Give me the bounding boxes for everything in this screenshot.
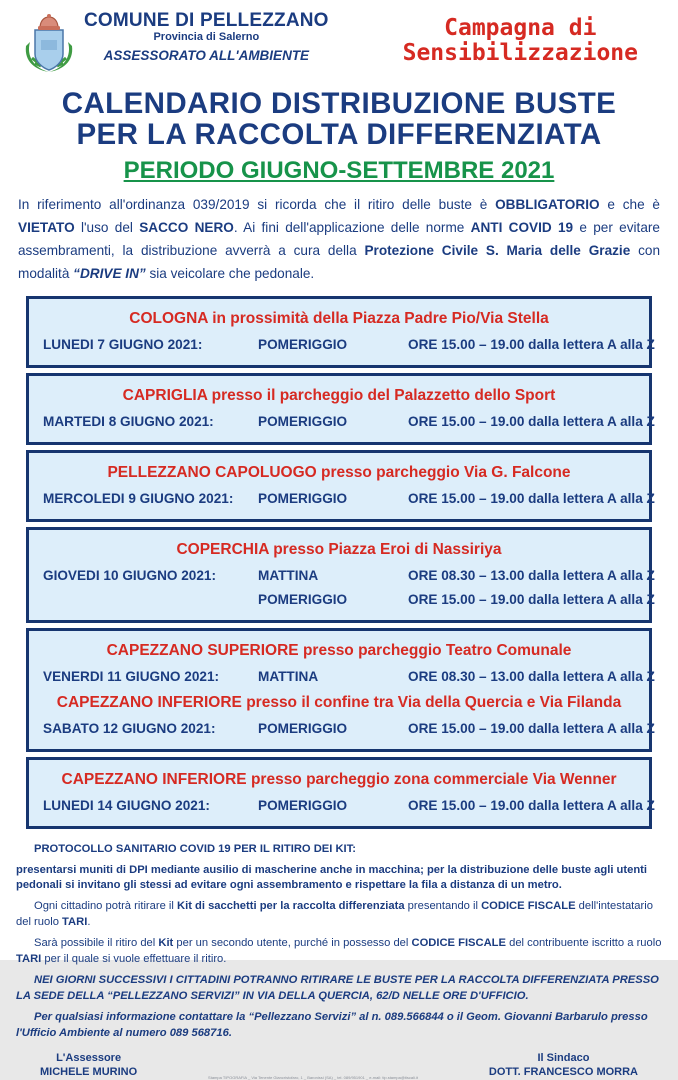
schedule-row (43, 490, 655, 506)
intro-text-segment: VIETATO (18, 220, 75, 236)
distribution-location-title: CAPEZZANO INFERIORE presso parcheggio zona commerciale Via Wenner (61, 770, 617, 788)
footer-paragraph (16, 973, 662, 1005)
distribution-location-title: COPERCHIA presso Piazza Eroi di Nassiriya (176, 540, 502, 558)
page-title (0, 89, 678, 150)
page-title-line1: CALENDARIO DISTRIBUZIONE BUSTE (61, 87, 617, 120)
campaign-line1: Campagna di (444, 15, 597, 41)
date-cell: GIOVEDI 10 GIUGNO 2021: (43, 567, 217, 583)
footer-text-segment: per un secondo utente, purché in possesso del (173, 937, 412, 950)
footer-text-segment: TARI (62, 916, 88, 929)
period-heading: PERIODO GIUGNO-SETTEMBRE 2021 (123, 157, 555, 185)
footer-paragraph (16, 1010, 662, 1042)
distribution-location-title: COLOGNA in prossimità della Piazza Padre Pio/Via Stella (129, 309, 549, 327)
municipality-name: COMUNE DI PELLEZZANO (84, 10, 329, 31)
calendar-box (26, 527, 655, 623)
footer-paragraph (16, 863, 662, 895)
session-cell: POMERIGGIO (258, 413, 348, 429)
footer-text-segment: dell'intestatario del ruolo (16, 900, 653, 929)
date-cell (43, 592, 258, 607)
calendar-box (26, 757, 655, 829)
time-cell: ORE 15.00 – 19.00 dalla lettera A alla Z (408, 720, 655, 736)
time-cell: ORE 15.00 – 19.00 dalla lettera A alla Z (408, 591, 655, 607)
footer-text-segment: Sarà possibile il ritiro del (34, 937, 159, 950)
intro-text-segment: con modalità (18, 243, 661, 281)
footer-text-segment: CODICE FISCALE (481, 900, 576, 913)
time-cell: ORE 15.00 – 19.00 dalla lettera A alla Z (408, 490, 655, 506)
campaign-line2: Sensibilizzazione (402, 39, 638, 66)
schedule-row (43, 567, 655, 583)
intro-text-segment: l'uso del (74, 220, 140, 236)
intro-text-segment: “DRIVE IN” (73, 265, 146, 281)
footer-paragraph (16, 936, 662, 968)
footer-notes (0, 834, 678, 1042)
footer-text-segment: Kit di sacchetti per la raccolta differenziata (177, 900, 405, 913)
intro-text-segment: . Ai fini dell'applicazione delle norme (233, 220, 471, 236)
footer-text-segment: Ogni cittadino potrà ritirare il (34, 900, 178, 913)
footer-text-segment: CODICE FISCALE (411, 937, 506, 950)
page-title-line2: PER LA RACCOLTA DIFFERENZIATA (76, 117, 602, 151)
intro-text-segment: In riferimento all'ordinanza 039/2019 si ricorda che il ritiro delle buste è (18, 197, 496, 213)
footer-text-segment: presentarsi muniti di DPI mediante ausilio di mascherine anche in macchina; per la distribuzione delle buste agli utenti pedonali si invitano gli stessi ad evitare ogni assembramento e rispettare la fila a distanza di un metro. (16, 863, 648, 892)
municipal-coat-of-arms-icon (22, 12, 76, 81)
date-cell: LUNEDI 7 GIUGNO 2021: (43, 336, 203, 352)
intro-text-segment: e per evitare assembramenti, la distribuzione avverrà a cura della (18, 220, 660, 258)
session-cell: MATTINA (258, 567, 319, 583)
calendar-box (26, 450, 655, 522)
calendar-box (26, 296, 655, 368)
footer-text-segment: Per qualsiasi informazione contattare la “Pellezzano Servizi” al n. 089.566844 o il Geom. Giovanni Barbarulo presso l'Ufficio Ambiente al numero 089 568716. (16, 1010, 648, 1039)
time-cell: ORE 15.00 – 19.00 dalla lettera A alla Z (408, 797, 655, 813)
intro-text-segment: OBBLIGATORIO (495, 197, 600, 213)
intro-text-segment: ANTI COVID 19 (470, 220, 574, 236)
intro-text-segment: Protezione Civile S. Maria delle Grazie (364, 243, 631, 258)
footer-text-segment: del contribuente iscritto a ruolo (505, 937, 662, 950)
footer-text-segment: . (87, 916, 91, 929)
session-cell: MATTINA (258, 668, 319, 684)
session-cell: POMERIGGIO (258, 591, 348, 607)
print-shop-fine-print: Stampa TIPOGRAFIA _ Via Tenente Giancristofaro, 1 _ Baronissi (SA) _ tel. 089/951901 _ e-mail: tip.stampa@tiscali.it (208, 1075, 418, 1080)
footer-paragraph (16, 842, 662, 858)
calendar-box (26, 373, 655, 445)
date-cell: MARTEDI 8 GIUGNO 2021: (43, 413, 214, 429)
date-cell: VENERDI 11 GIUGNO 2021: (43, 668, 220, 684)
mayor-signature (489, 1051, 638, 1080)
calendar-boxes (26, 296, 655, 829)
schedule-row (43, 336, 655, 352)
footer-text-segment: presentando il (404, 900, 482, 913)
municipality-block (84, 10, 329, 63)
session-cell: POMERIGGIO (258, 720, 348, 736)
session-cell: POMERIGGIO (258, 490, 348, 506)
mayor-role: Il Sindaco (537, 1051, 590, 1064)
distribution-location-title: CAPEZZANO INFERIORE presso il confine tra Via della Quercia e Via Filanda (56, 693, 622, 711)
distribution-location-title: CAPRIGLIA presso il parcheggio del Palazzetto dello Sport (122, 386, 556, 404)
time-cell: ORE 08.30 – 13.00 dalla lettera A alla Z (408, 567, 655, 583)
distribution-location-title: CAPEZZANO SUPERIORE presso parcheggio Teatro Comunale (106, 641, 572, 659)
footer-paragraph (16, 899, 662, 931)
footer-text-segment: NEI GIORNI SUCCESSIVI I CITTADINI POTRANNO RITIRARE LE BUSTE PER LA RACCOLTA DIFFERENZIATA PRESSO LA SEDE DELLA “PELLEZZANO SERVIZI” IN VIA DELLA QUERCIA, 62/D NELLE ORE D'UFFICIO. (16, 974, 659, 1002)
mayor-name: DOTT. FRANCESCO MORRA (488, 1066, 638, 1079)
footer-text-segment: Kit (158, 937, 174, 950)
department-label: ASSESSORATO ALL'AMBIENTE (103, 47, 310, 63)
footer-text-segment: TARI (16, 953, 42, 966)
campaign-banner (403, 16, 656, 66)
intro-text-segment: SACCO NERO (139, 220, 234, 236)
assessor-signature (40, 1051, 137, 1080)
header (0, 0, 678, 81)
intro-text-segment: e che è (599, 197, 660, 213)
session-cell: POMERIGGIO (258, 797, 348, 813)
footer-text-segment: PROTOCOLLO SANITARIO COVID 19 PER IL RITIRO DEI KIT: (34, 842, 356, 855)
assessor-name: MICHELE MURINO (40, 1066, 138, 1079)
schedule-row (43, 413, 655, 429)
footer-text-segment: per il quale si vuole effettuare il ritiro. (41, 953, 227, 966)
time-cell: ORE 08.30 – 13.00 dalla lettera A alla Z (408, 668, 655, 684)
assessor-role: L'Assessore (56, 1051, 122, 1064)
session-cell: POMERIGGIO (258, 336, 348, 352)
schedule-row (43, 668, 655, 684)
schedule-row (43, 797, 655, 813)
time-cell: ORE 15.00 – 19.00 dalla lettera A alla Z (408, 336, 655, 352)
distribution-location-title: PELLEZZANO CAPOLUOGO presso parcheggio Via G. Falcone (107, 463, 571, 481)
schedule-row (43, 591, 655, 607)
calendar-box (26, 628, 655, 752)
signatures-row (0, 1047, 678, 1080)
province-label: Provincia di Salerno (153, 31, 260, 44)
schedule-row (43, 720, 655, 736)
intro-paragraph (0, 185, 678, 285)
intro-text-segment: sia veicolare che pedonale. (145, 265, 315, 281)
date-cell: LUNEDI 14 GIUGNO 2021: (43, 797, 210, 813)
time-cell: ORE 15.00 – 19.00 dalla lettera A alla Z (408, 413, 655, 429)
date-cell: SABATO 12 GIUGNO 2021: (43, 720, 216, 736)
date-cell: MERCOLEDI 9 GIUGNO 2021: (43, 490, 234, 506)
